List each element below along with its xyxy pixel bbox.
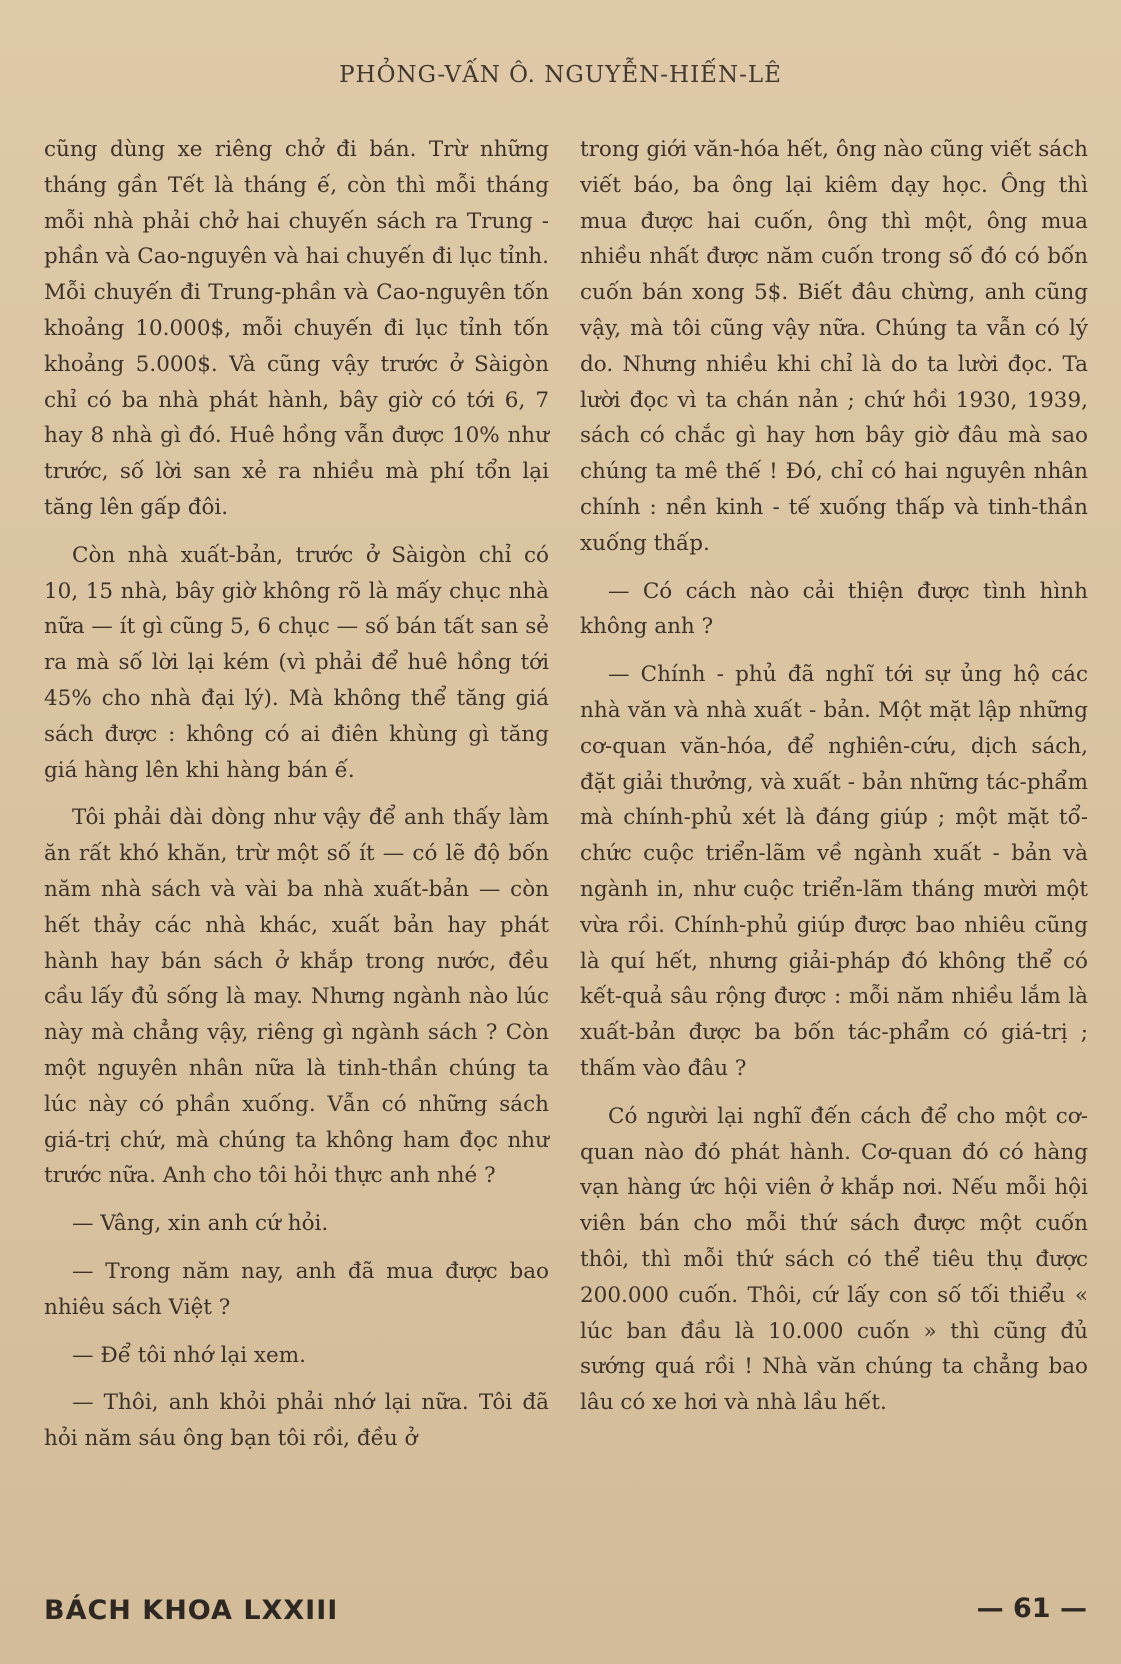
dialogue-line: — Chính - phủ đã nghĩ tới sự ủng hộ các nhà văn và nhà xuất - bản. Một mặt lập những cơ-quan văn-hóa, để nghiên-cứu, dịch sách, đặt giải thưởng, và xuất - bản những tác-phẩm mà chính-phủ xét là đáng giúp ; một mặt tổ-chức cuộc triển-lãm về ngành xuất - bản và ngành in, như cuộc triển-lãm tháng mười một vừa rồi. Chính-phủ giúp được bao nhiêu cũng là quí hết, nhưng giải-pháp đó không thể có kết-quả sâu rộng được : mỗi năm nhiều lắm là xuất-bản được ba bốn tác-phẩm có giá-trị ; thấm vào đâu ?: [580, 662, 1088, 1081]
dialogue-line: — Để tôi nhớ lại xem.: [72, 1342, 306, 1368]
page-number: — 61 —: [976, 1593, 1087, 1624]
dialogue-line: — Thôi, anh khỏi phải nhớ lại nữa. Tôi đã hỏi năm sáu ông bạn tôi rồi, đều ở: [44, 1390, 549, 1452]
paragraph: Có người lại nghĩ đến cách để cho một cơ-quan nào đó phát hành. Cơ-quan đó có hàng vạn hàng ức hội viên ở khắp nơi. Nếu mỗi hội viên bán cho mỗi thứ sách được một cuốn thôi, thì mỗi thứ sách có thể tiêu thụ được 200.000 cuốn. Thôi, cứ lấy con số tối thiểu « lúc ban đầu là 10.000 cuốn » thì cũng đủ sướng quá rồi ! Nhà văn chúng ta chẳng bao lâu có xe hơi và nhà lầu hết.: [580, 1103, 1088, 1416]
paragraph: Tôi phải dài dòng như vậy để anh thấy làm ăn rất khó khăn, trừ một số ít — có lẽ độ bốn năm nhà sách và vài ba nhà xuất-bản — còn hết thảy các nhà khác, xuất bản hay phát hành hay bán sách ở khắp trong nước, đều cầu lấy đủ sống là may. Nhưng ngành nào lúc này mà chẳng vậy, riêng gì ngành sách ? Còn một nguyên nhân nữa là tinh-thần chúng ta lúc này có phần xuống. Vẫn có những sách giá-trị chứ, mà chúng ta không ham đọc như trước nữa. Anh cho tôi hỏi thực anh nhé ?: [44, 805, 549, 1189]
paragraph: cũng dùng xe riêng chở đi bán. Trừ những tháng gần Tết là tháng ế, còn thì mỗi tháng mỗi nhà phải chở hai chuyến sách ra Trung - phần và Cao-nguyên và hai chuyến đi lục tỉnh. Mỗi chuyến đi Trung-phần và Cao-nguyên tốn khoảng 10.000$, mỗi chuyến đi lục tỉnh tốn khoảng 5.000$. Và cũng vậy trước ở Sàigòn chỉ có ba nhà phát hành, bây giờ có tới 6, 7 hay 8 nhà gì đó. Huê hồng vẫn được 10% như trước, số lời san xẻ ra nhiều mà phí tổn lại tăng lên gấp đôi.: [44, 137, 549, 520]
dialogue-line: — Vâng, xin anh cứ hỏi.: [72, 1211, 329, 1237]
dialogue-line: — Có cách nào cải thiện được tình hình không anh ?: [580, 578, 1088, 640]
dialogue-line: — Trong năm nay, anh đã mua được bao nhiêu sách Việt ?: [44, 1258, 549, 1320]
journal-name: BÁCH KHOA LXXIII: [44, 1595, 339, 1626]
paragraph: Còn nhà xuất-bản, trước ở Sàigòn chỉ có 10, 15 nhà, bây giờ không rõ là mấy chục nhà nữa — ít gì cũng 5, 6 chục — số bán tất san sẻ ra mà số lời lại kém (vì phải để huê hồng tới 45% cho nhà đại lý). Mà không thể tăng giá sách được : không có ai điên khùng gì tăng giá hàng lên khi hàng bán ế.: [44, 542, 549, 783]
left-column: [44, 132, 549, 1469]
right-column: [580, 132, 1088, 1433]
running-header: PHỎNG-VẤN Ô. NGUYỄN-HIẾN-LÊ: [339, 62, 782, 88]
paragraph: trong giới văn-hóa hết, ông nào cũng viết sách viết báo, ba ông lại kiêm dạy học. Ông thì mua được hai cuốn, ông thì một, ông mua nhiều nhất được năm cuốn trong số đó có bốn cuốn bán xong 5$. Biết đâu chừng, anh cũng vậy, mà tôi cũng vậy nữa. Chúng ta vẫn có lý do. Nhưng nhiều khi chỉ là do ta lười đọc. Ta lười đọc vì ta chán nản ; chứ hồi 1930, 1939, sách có chắc gì hay hơn bây giờ đâu mà sao chúng ta mê thế ! Đó, chỉ có hai nguyên nhân chính : nền kinh - tế xuống thấp và tinh-thần xuống thấp.: [580, 137, 1088, 556]
